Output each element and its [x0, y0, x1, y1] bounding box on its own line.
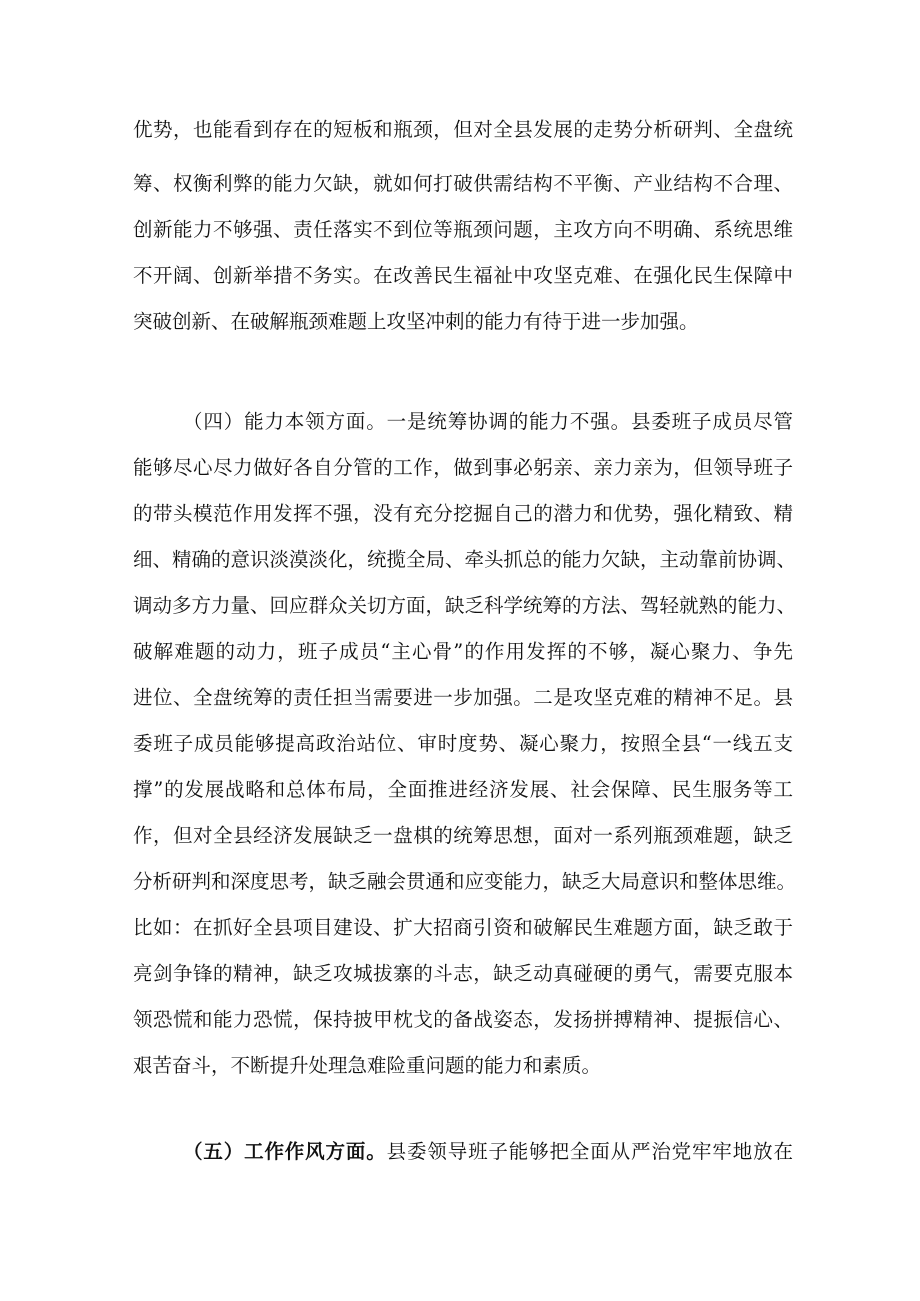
text-line: 作，但对全县经济发展缺乏一盘棋的统筹思想，面对一系列瓶颈难题，缺乏: [133, 824, 793, 847]
text-line: [183, 1137, 793, 1167]
text-line: 艰苦奋斗，不断提升处理急难险重问题的能力和素质。: [133, 1054, 602, 1077]
text-line: 的带头模范作用发挥不强，没有充分挖掘自己的潜力和优势，强化精致、精: [133, 502, 793, 525]
section-text: 县委领导班子能够把全面从严治党牢牢地放在: [386, 1140, 793, 1163]
text-line: 优势，也能看到存在的短板和瓶颈，但对全县发展的走势分析研判、全盘统: [133, 118, 793, 141]
text-line: 比如：在抓好全县项目建设、扩大招商引资和破解民生难题方面，缺乏敢于: [133, 916, 793, 939]
section-heading: （五）工作作风方面。: [183, 1140, 387, 1163]
text-line: 不开阔、创新举措不务实。在改善民生福祉中攻坚克难、在强化民生保障中: [133, 264, 793, 287]
text-line: 撑”的发展战略和总体布局，全面推进经济发展、社会保障、民生服务等工: [133, 778, 793, 801]
text-line: 细、精确的意识淡漠淡化，统揽全局、牵头抓总的能力欠缺，主动靠前协调、: [133, 548, 797, 571]
text-line: 能够尽心尽力做好各自分管的工作，做到事必躬亲、亲力亲为，但领导班子: [133, 456, 793, 479]
text-line: 分析研判和深度思考，缺乏融会贯通和应变能力，缺乏大局意识和整体思维。: [133, 870, 797, 893]
text-line: 破解难题的动力，班子成员“主心骨”的作用发挥的不够，凝心聚力、争先: [133, 640, 793, 663]
text-line: 筹、权衡利弊的能力欠缺，就如何打破供需结构不平衡、产业结构不合理、: [133, 172, 793, 195]
text-line: 突破创新、在破解瓶颈难题上攻坚冲刺的能力有待于进一步加强。: [133, 310, 699, 333]
text-line: 创新能力不够强、责任落实不到位等瓶颈问题，主攻方向不明确、系统思维: [133, 218, 793, 241]
text-line: 亮剑争锋的精神，缺乏攻城拔寨的斗志，缺乏动真碰硬的勇气，需要克服本: [133, 962, 793, 985]
text-line: 委班子成员能够提高政治站位、审时度势、凝心聚力，按照全县“一线五支: [133, 732, 793, 755]
text-line: 进位、全盘统筹的责任担当需要进一步加强。二是攻坚克难的精神不足。县: [133, 686, 793, 709]
text-line: （四）能力本领方面。一是统筹协调的能力不强。县委班子成员尽管: [183, 410, 793, 433]
text-line: 领恐慌和能力恐慌，保持披甲枕戈的备战姿态，发扬拼搏精神、提振信心、: [133, 1008, 793, 1031]
text-line: 调动多方力量、回应群众关切方面，缺乏科学统筹的方法、驾轻就熟的能力、: [133, 594, 797, 617]
